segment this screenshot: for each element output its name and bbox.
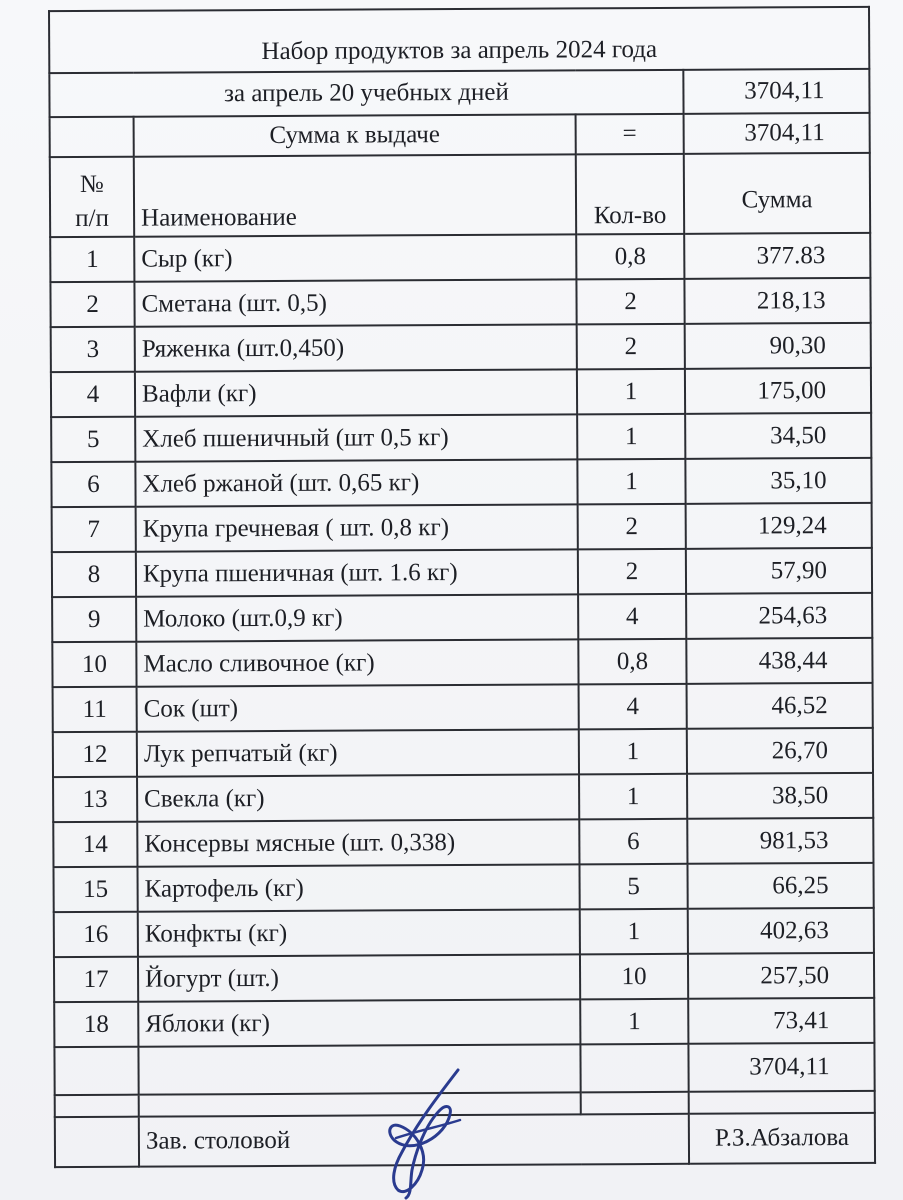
item-name: Ряженка (шт.0,450) [135,324,577,371]
total-empty-2 [138,1044,580,1094]
item-name: Сметана (шт. 0,5) [134,279,576,326]
header-qty: Кол-во [576,154,684,235]
item-sum: 38,50 [687,773,873,819]
row-number: 7 [52,507,136,552]
item-name: Консервы мясные (шт. 0,338) [137,819,579,866]
issue-value: 3704,11 [684,113,870,154]
row-number: 3 [51,327,135,372]
row-number: 14 [53,822,137,867]
table-row [52,638,872,687]
item-name: Крупа пшеничная (шт. 1.6 кг) [136,549,578,596]
issue-label: Сумма к выдаче [134,114,576,156]
period-value: 3704,11 [683,69,869,114]
item-sum: 129,24 [686,503,872,549]
issue-equals: = [576,114,684,155]
issue-row [50,113,870,157]
item-sum: 90,30 [685,323,871,369]
item-qty: 1 [579,774,687,820]
table-row [52,548,872,597]
row-number: 1 [50,237,134,282]
item-name: Картофель (кг) [137,864,579,911]
item-qty: 1 [577,459,685,505]
item-name: Крупа гречневая ( шт. 0,8 кг) [136,504,578,551]
issue-empty-cell [50,117,134,157]
item-name: Хлеб пшеничный (шт 0,5 кг) [135,414,577,461]
item-name: Лук репчатый (кг) [137,729,579,776]
table-row [53,683,873,732]
item-qty: 0,8 [578,639,686,685]
item-qty: 2 [578,504,686,550]
item-qty: 1 [577,369,685,415]
item-name: Йогурт (шт.) [138,954,580,1001]
item-sum: 402,63 [688,908,874,954]
table-row [51,413,871,462]
item-qty: 1 [580,999,688,1045]
header-sum: Сумма [684,153,870,234]
header-number [50,157,134,237]
item-sum: 218,13 [684,278,870,324]
table-row [53,818,873,867]
item-qty: 1 [580,909,688,955]
item-qty: 1 [579,729,687,775]
item-sum: 438,44 [686,638,872,684]
row-number: 2 [50,282,134,327]
table-row [53,773,873,822]
item-qty: 1 [577,414,685,460]
item-qty: 2 [576,279,684,325]
table-row [54,908,874,957]
item-sum: 34,50 [685,413,871,459]
row-number: 18 [54,1002,138,1047]
header-number-top: № [79,170,104,198]
item-qty: 2 [578,549,686,595]
row-number: 15 [53,867,137,912]
item-name: Свекла (кг) [137,774,579,821]
table-row [51,458,871,507]
table-row [53,863,873,912]
table-row [51,323,871,372]
footer-empty-cell [55,1117,139,1167]
item-name: Молоко (шт.0,9 кг) [136,594,578,641]
row-number: 17 [54,957,138,1002]
title-row [49,7,869,73]
item-name: Сыр (кг) [134,234,576,281]
item-name: Яблоки (кг) [138,999,580,1046]
total-value: 3704,11 [688,1043,874,1092]
item-name: Конфкты (кг) [138,909,580,956]
spacer-cell-1 [55,1095,139,1117]
item-sum: 254,63 [686,593,872,639]
spacer-cell-2 [139,1092,581,1116]
footer-role: Зав. столовой [139,1114,689,1167]
table-row [54,998,874,1047]
row-number: 9 [52,597,136,642]
table-row [54,953,874,1002]
item-sum: 57,90 [686,548,872,594]
document-title: Набор продуктов за апрель 2024 года [49,7,869,73]
header-number-bottom: п/п [75,204,110,232]
item-qty: 10 [580,954,688,1000]
period-row [49,69,869,117]
total-empty-3 [580,1044,688,1093]
row-number: 11 [53,687,137,732]
row-number: 6 [51,462,135,507]
item-sum: 377.83 [684,233,870,279]
header-name: Наименование [134,154,576,236]
row-number: 5 [51,417,135,462]
table-row [51,368,871,417]
item-sum: 66,25 [687,863,873,909]
spacer-cell-3 [581,1092,689,1115]
period-label: за апрель 20 учебных дней [49,70,683,117]
table-row [52,593,872,642]
table-row [52,503,872,552]
item-sum: 257,50 [688,953,874,999]
row-number: 16 [54,912,138,957]
footer-signer: Р.З.Абзалова [689,1113,875,1164]
item-qty: 4 [578,594,686,640]
table-row [50,278,870,327]
item-sum: 981,53 [687,818,873,864]
row-number: 4 [51,372,135,417]
total-row [54,1043,874,1095]
item-qty: 5 [579,864,687,910]
item-name: Вафли (кг) [135,369,577,416]
total-empty-1 [54,1047,138,1095]
item-sum: 26,70 [687,728,873,774]
footer-row [55,1113,875,1167]
item-qty: 4 [579,684,687,730]
item-qty: 0,8 [576,234,684,280]
header-row [50,153,870,237]
row-number: 12 [53,732,137,777]
products-table [48,6,876,1168]
item-qty: 2 [577,324,685,370]
table-row [50,233,870,282]
item-name: Сок (шт) [137,684,579,731]
item-name: Масло сливочное (кг) [136,639,578,686]
item-qty: 6 [579,819,687,865]
item-sum: 46,52 [687,683,873,729]
item-name: Хлеб ржаной (шт. 0,65 кг) [135,459,577,506]
item-sum: 175,00 [685,368,871,414]
item-sum: 73,41 [688,998,874,1044]
spacer-cell-4 [689,1091,875,1114]
table-row [53,728,873,777]
row-number: 8 [52,552,136,597]
item-sum: 35,10 [685,458,871,504]
row-number: 10 [52,642,136,687]
row-number: 13 [53,777,137,822]
